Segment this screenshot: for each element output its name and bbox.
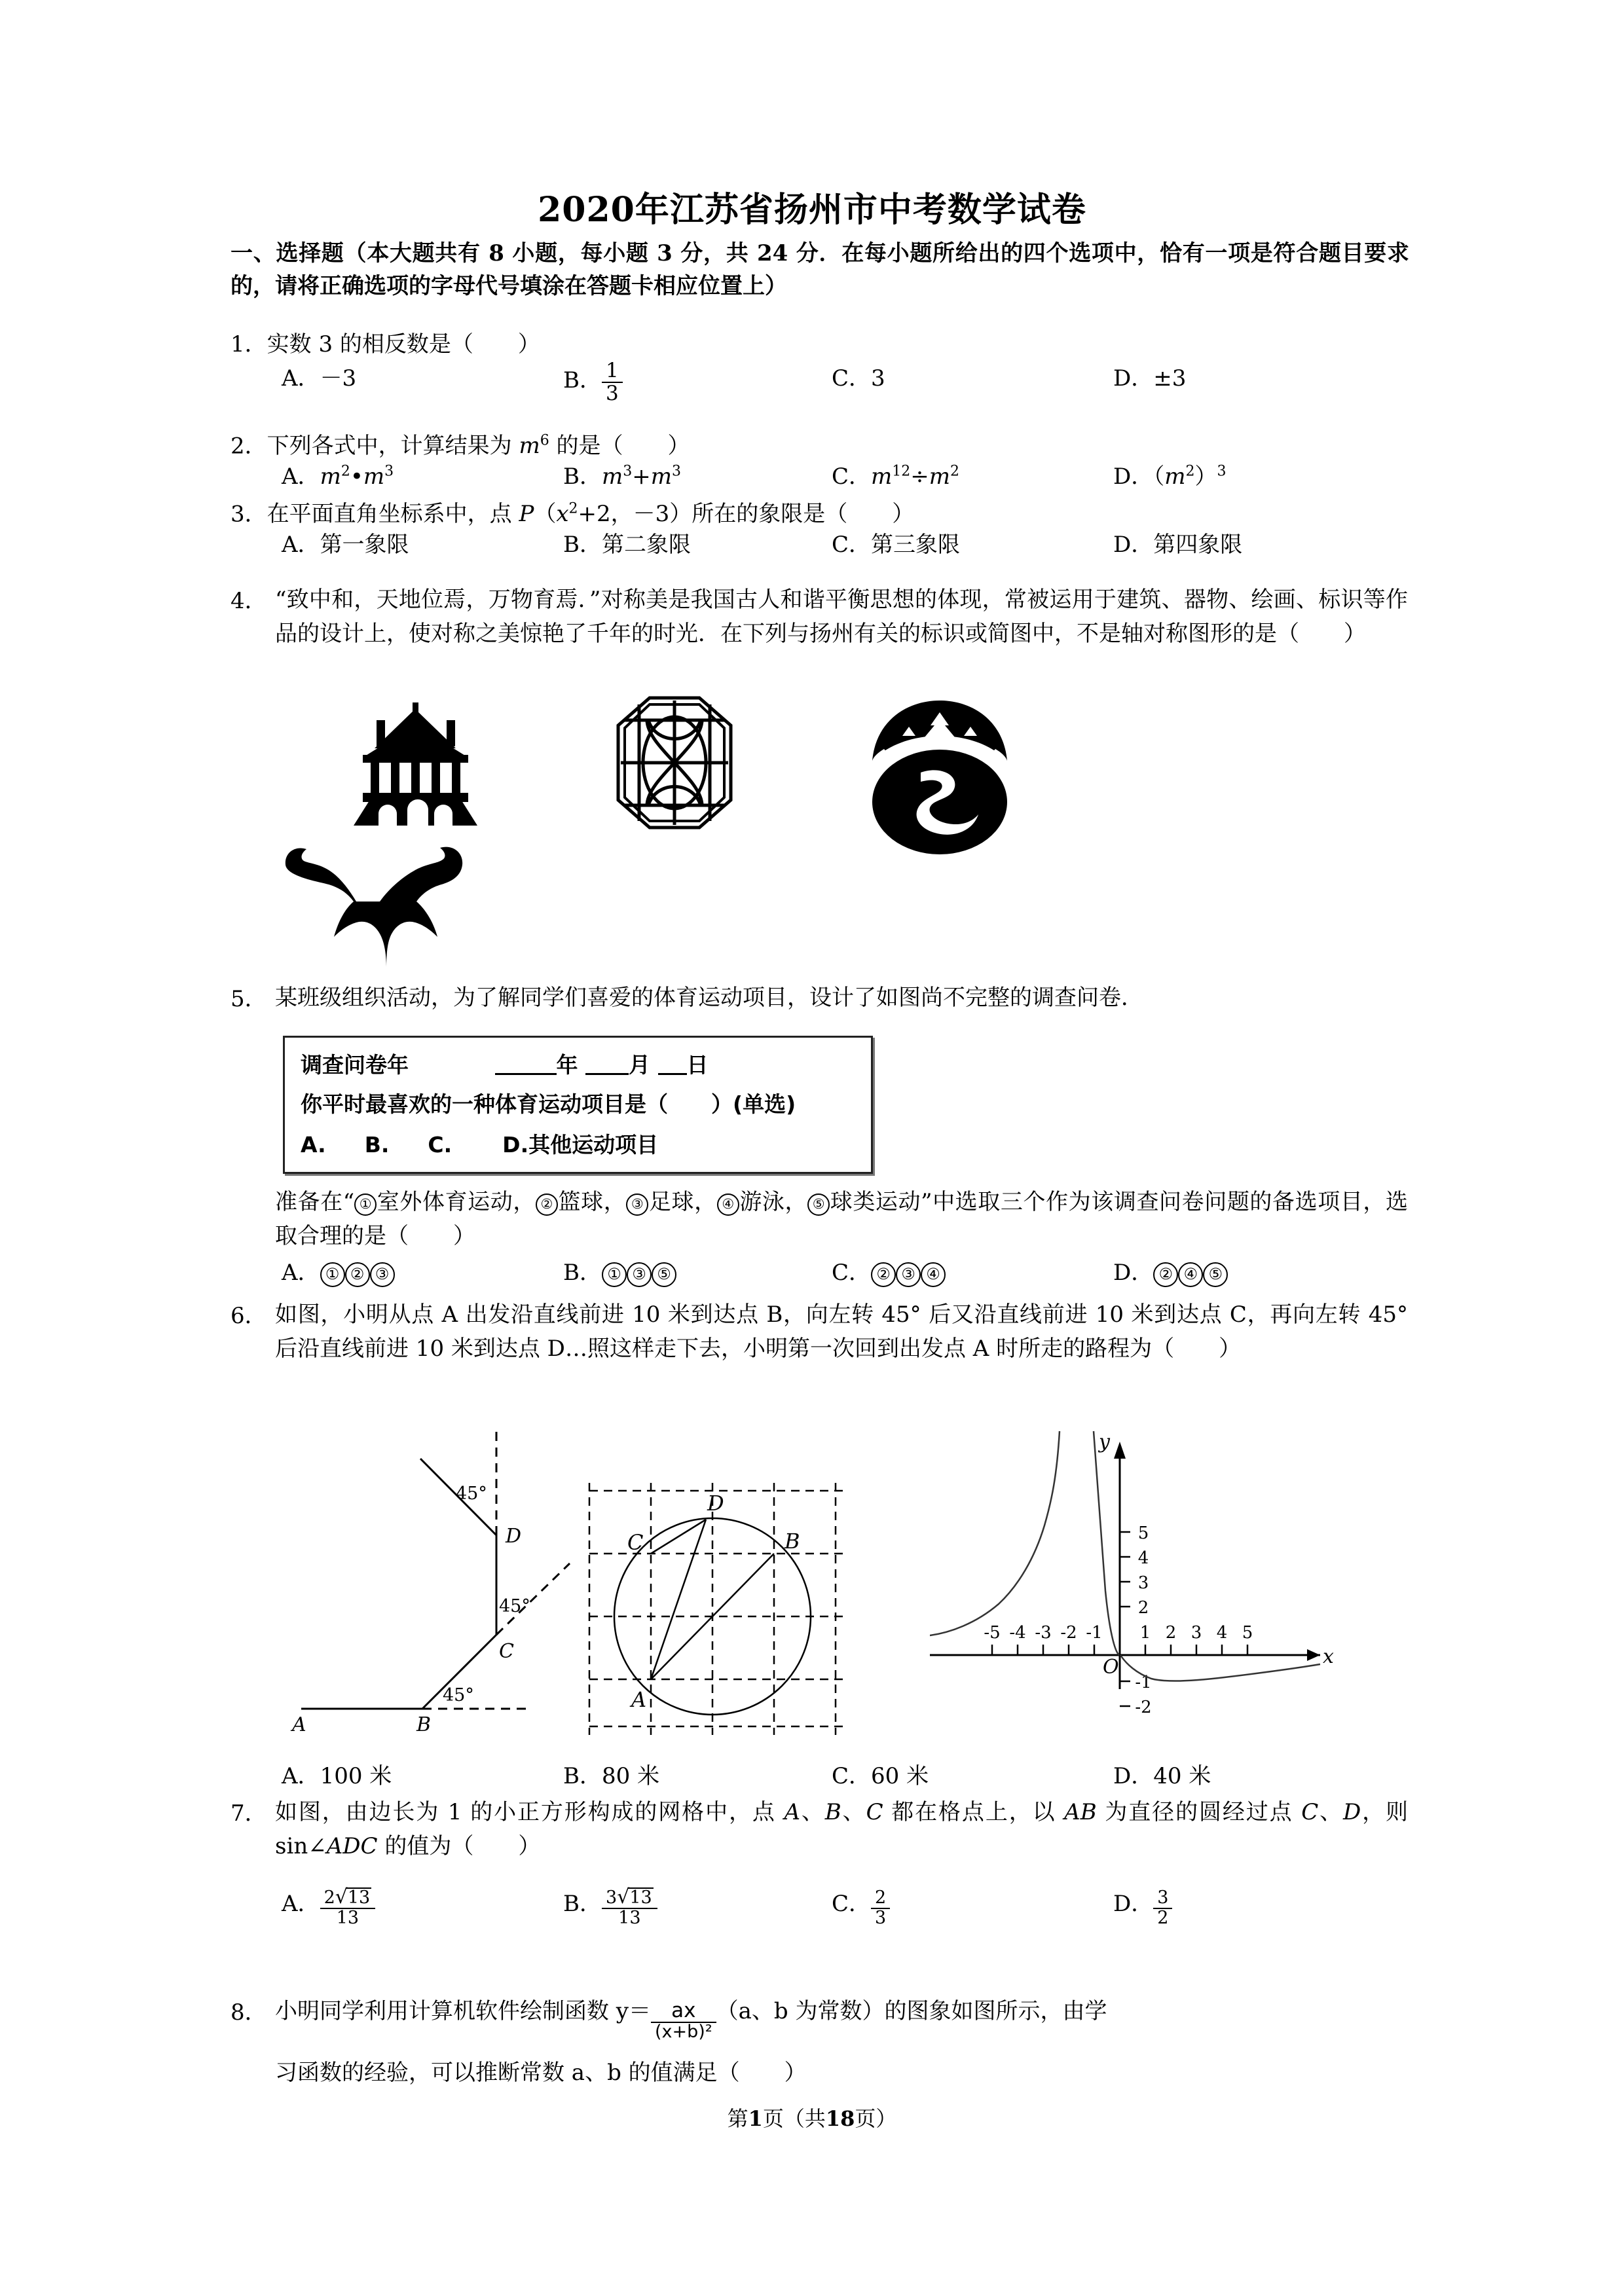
question-1-text: 实数 3 的相反数是（ ） (267, 331, 540, 357)
footer-page-number: 1 (748, 2106, 763, 2131)
question-8-text: 小明同学利用计算机软件绘制函数 y＝ $\frac{ax}{\text{(x+b)²}}$ （a、b 为常数）的图象如图所示，由学 (275, 1998, 1107, 2042)
option-7-c[interactable]: C． $\frac{2}{3}$ (832, 1886, 890, 1927)
question-6-options (231, 1758, 1409, 1792)
x-tick--3: -3 (1035, 1623, 1052, 1643)
question-6-number: 6． (231, 1303, 267, 1329)
angle-label-1: 45° (443, 1685, 474, 1705)
question-5-text-2: 准备在“ ① 室外体育运动， ② 篮球， ③ 足球， ④ 游泳， ⑤ 球类运动”中选取三个作为该调查问卷问题的备选项目，选取合理的是（ ） (275, 1189, 1409, 1249)
formula-fraction: $\frac{ax}{\text{(x+b)²}}$ (651, 2000, 716, 2041)
rational-function-figure (930, 1408, 1336, 1735)
x-tick--5: -5 (984, 1623, 1001, 1643)
question-4-symbol-a (327, 697, 504, 828)
question-8-number: 8． (231, 1999, 267, 2026)
x-tick-5: 5 (1242, 1623, 1253, 1643)
option-1-a[interactable]: A．－3 (282, 365, 357, 392)
option-3-a[interactable]: A．第一象限 (282, 532, 409, 558)
y-tick--1: -1 (1135, 1673, 1152, 1692)
option-3-b[interactable]: B．第二象限 (563, 532, 691, 558)
point-label-B: B (416, 1713, 432, 1736)
point-label-A: A (292, 1713, 306, 1736)
question-8-text-2: 习函数的经验，可以推断常数 a、b 的值满足（ ） (275, 2060, 807, 2086)
x-axis-arrow (1307, 1649, 1320, 1661)
x-tick-2: 2 (1165, 1623, 1177, 1643)
month-blank[interactable] (585, 1056, 629, 1075)
point-label-B: B (784, 1529, 800, 1554)
angle-label-2: 45° (499, 1596, 530, 1616)
option-7-a[interactable]: A． $\frac{2√13}{13}$ (282, 1886, 375, 1927)
point-label-C: C (627, 1530, 644, 1555)
option-6-a[interactable]: A．100 米 (282, 1763, 392, 1789)
option-5-b[interactable]: B． ① ③ ⑤ (563, 1254, 676, 1287)
origin-label: O (1103, 1656, 1119, 1679)
crane-lotus-emblem (858, 695, 1022, 859)
point-label-C: C (499, 1640, 514, 1663)
fraction-one-third: $\frac{1}{3}$ (602, 360, 623, 404)
circled-number-5: ⑤ (807, 1194, 830, 1216)
option-6-c[interactable]: C．60 米 (832, 1763, 929, 1789)
x-tick-4: 4 (1216, 1623, 1228, 1643)
option-6-d[interactable]: D．40 米 (1113, 1763, 1211, 1789)
x-axis-label: x (1323, 1645, 1334, 1668)
pavilion-bridge-silhouette (327, 697, 504, 828)
option-5-a[interactable]: A． ① ② ③ (282, 1254, 395, 1287)
option-5-d[interactable]: D． ② ④ ⑤ (1113, 1254, 1228, 1287)
y-tick-2: 2 (1137, 1598, 1149, 1618)
octagonal-lattice-window (609, 694, 740, 831)
walking-path-figure (268, 1414, 583, 1741)
questionnaire-option-d[interactable]: D.其他运动项目 (502, 1132, 659, 1157)
questionnaire-line-question: 你平时最喜欢的一种体育运动项目是（ ）(单选) (301, 1091, 796, 1117)
option-2-b[interactable]: B．$m^3+m^3$ (563, 463, 681, 490)
page-footer: 第1页（共18页） (727, 2106, 897, 2131)
question-4-number: 4． (231, 588, 267, 614)
option-1-d[interactable]: D．±3 (1113, 365, 1187, 392)
year-blank[interactable] (495, 1056, 557, 1075)
circled-number-4: ④ (717, 1194, 739, 1216)
grid-circle-diagram (576, 1457, 858, 1738)
option-1-b[interactable]: B． $\frac{1}{3}$ (563, 360, 623, 404)
page-title: 2020年江苏省扬州市中考数学试卷 (538, 190, 1086, 230)
y-axis-arrow (1114, 1442, 1126, 1459)
questionnaire-option-b[interactable]: B. (364, 1132, 390, 1157)
walking-path-diagram (268, 1414, 583, 1741)
option-7-b[interactable]: B． $\frac{3√13}{13}$ (563, 1886, 657, 1927)
y-axis-label: y (1099, 1430, 1110, 1453)
question-2-number: 2． (231, 433, 267, 460)
footer-total-pages: 18 (825, 2106, 855, 2131)
questionnaire-line-date: 调查问卷年 年 月 日 (301, 1052, 709, 1078)
question-7-text: 如图，由边长为 1 的小正方形构成的网格中，点 A、B、C 都在格点上，以 AB 为直径的圆经过点 C、D，则 sin∠ADC 的值为（ ） (275, 1799, 1409, 1859)
questionnaire-box (283, 1036, 873, 1174)
circled-number-1: ① (354, 1194, 377, 1216)
option-3-c[interactable]: C．第三象限 (832, 532, 961, 558)
question-7-options (231, 1886, 1409, 1951)
question-4-symbol-d (275, 841, 504, 972)
angle-label-3: 45° (456, 1484, 487, 1504)
question-5-options (231, 1254, 1409, 1288)
fraction-2root13-over-13: $\frac{2√13}{13}$ (320, 1887, 376, 1927)
circled-number-3: ③ (626, 1194, 648, 1216)
questionnaire-option-a[interactable]: A. (301, 1132, 326, 1157)
questionnaire-option-c[interactable]: C. (428, 1132, 452, 1157)
ox-silhouette (275, 841, 504, 972)
point-label-D: D (506, 1525, 522, 1548)
x-tick--4: -4 (1009, 1623, 1026, 1643)
question-5-number: 5． (231, 986, 267, 1012)
option-6-b[interactable]: B．80 米 (563, 1763, 660, 1789)
point-label-A: A (631, 1687, 647, 1712)
question-3-text: 在平面直角坐标系中，点 $P(x^2+2$，－3）所在的象限是（ ） (267, 501, 915, 528)
point-label-D: D (707, 1491, 724, 1516)
question-5-text: 某班级组织活动，为了解同学们喜爱的体育运动项目，设计了如图尚不完整的调查问卷． (275, 985, 1143, 1011)
x-tick--2: -2 (1060, 1623, 1077, 1643)
y-tick--2: -2 (1135, 1698, 1152, 1717)
question-4-symbol-b (609, 694, 740, 831)
x-tick--1: -1 (1086, 1623, 1103, 1643)
y-tick-5: 5 (1137, 1523, 1149, 1543)
fraction-three-halves: $\frac{3}{2}$ (1153, 1889, 1172, 1927)
fraction-two-thirds: $\frac{2}{3}$ (871, 1889, 890, 1927)
y-tick-3: 3 (1137, 1573, 1149, 1593)
option-3-d[interactable]: D．第四象限 (1113, 532, 1243, 558)
x-tick-1: 1 (1139, 1623, 1151, 1643)
y-tick-4: 4 (1137, 1548, 1149, 1568)
option-2-c[interactable]: C．$m^{12}\div m^2$ (832, 463, 960, 490)
question-2-options (231, 458, 1409, 492)
option-5-c[interactable]: C． ② ③ ④ (832, 1254, 946, 1287)
question-4-text: “致中和，天地位焉，万物育焉．”对称美是我国古人和谐平衡思想的体现，常被运用于建筑、器物、绘画、标识等作品的设计上，使对称之美惊艳了千年的时光．在下列与扬州有关的标识或简图中，不是轴对称图形的是（ ） (275, 587, 1408, 647)
option-1-c[interactable]: C．3 (832, 365, 885, 392)
question-2-text: 下列各式中，计算结果为 $m^6$ 的是（ ） (267, 433, 690, 460)
fraction-3root13-over-13: $\frac{3√13}{13}$ (602, 1887, 657, 1927)
rational-function-graph (930, 1408, 1336, 1735)
question-7-number: 7． (231, 1800, 267, 1827)
question-3-options (231, 526, 1409, 560)
question-1-number: 1． (231, 331, 267, 357)
question-3-stem (231, 492, 1409, 531)
question-1-options (231, 359, 1409, 405)
question-3-number: 3． (231, 501, 267, 528)
grid-circle-figure (576, 1457, 858, 1738)
option-2-d[interactable]: D．$(m^2)^3$ (1113, 463, 1227, 490)
question-4-symbol-c (858, 695, 1022, 859)
section-intro: 一、选择题（本大题共有 8 小题，每小题 3 分，共 24 分．在每小题所给出的四个选项中，恰有一项是符合题目要求的，请将正确选项的字母代号填涂在答题卡相应位置上） (231, 240, 1409, 299)
option-7-d[interactable]: D． $\frac{3}{2}$ (1113, 1886, 1172, 1927)
circled-number-2: ② (536, 1194, 558, 1216)
day-blank[interactable] (658, 1056, 687, 1075)
question-1-stem (231, 327, 1409, 361)
option-2-a[interactable]: A．$m^2•m^3$ (282, 463, 394, 490)
question-2-stem (231, 424, 1409, 463)
questionnaire-line-options (301, 1128, 658, 1159)
question-6-text: 如图，小明从点 A 出发沿直线前进 10 米到达点 B，向左转 45° 后又沿直线前进 10 米到达点 C，再向左转 45° 后沿直线前进 10 米到达点 D…照这样走下去，小明第一次回到出发点 A 时所走的路程为（ ） (275, 1302, 1408, 1362)
x-tick-3: 3 (1190, 1623, 1202, 1643)
